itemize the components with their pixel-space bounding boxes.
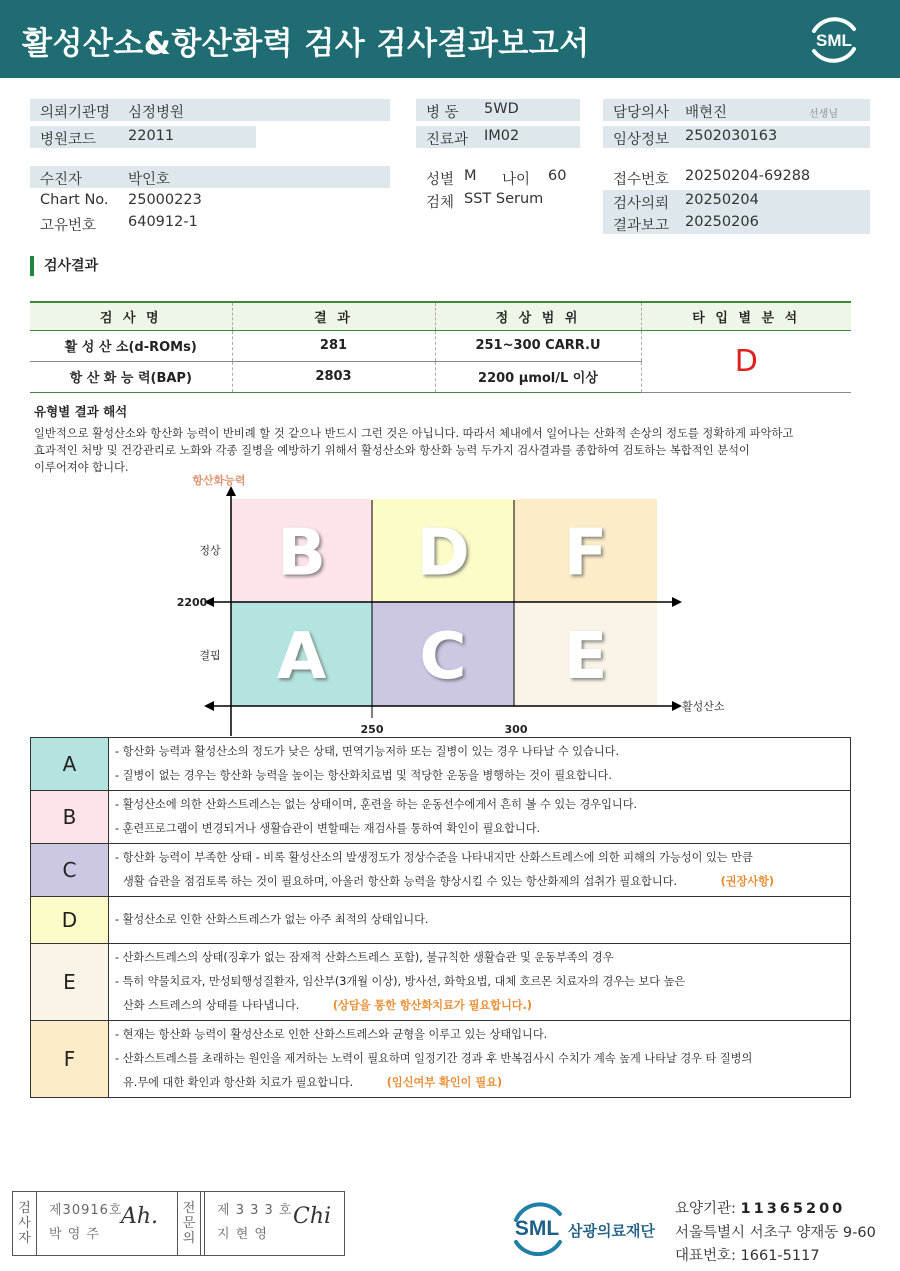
chart-label: Chart No. [40, 192, 109, 208]
x-threshold-label: 300 [504, 723, 528, 736]
report-header [0, 0, 900, 78]
results-section-title: 검사결과 [30, 256, 98, 276]
legend-line [115, 1071, 844, 1095]
legend-row-c [31, 844, 851, 897]
signature-box [12, 1191, 345, 1256]
legend-line-text: 유.무에 대한 확인과 항산화 치료가 필요합니다. [123, 1076, 354, 1089]
legend-row-d [31, 897, 851, 944]
doctor-suffix: 선생님 [809, 109, 838, 120]
clinical-value: 2502030163 [685, 128, 778, 144]
test-name: 활 성 산 소(d-ROMs) [30, 330, 232, 361]
divider [201, 1192, 205, 1255]
legend-desc [109, 844, 851, 897]
age-label: 나이 [502, 172, 531, 188]
quadrant-letter-e: E [563, 620, 608, 694]
quadrant-diagram [170, 466, 750, 738]
footer-logo-text: SML [514, 1217, 560, 1240]
legend-line: - 활성산소에 의한 산화스트레스는 없는 상태이며, 훈련을 하는 운동선수에게서 흔히 볼 수 있는 경우입니다. [115, 798, 638, 811]
y-lower-label: 결핍 [199, 649, 221, 662]
legend-desc [109, 1021, 851, 1098]
footer-code-label: 요양기관: [675, 1201, 736, 1217]
legend-line: - 특히 약물치료자, 만성퇴행성질환자, 임산부(3개월 이상), 방사선, 화학요법, 대체 호르몬 치료자의 경우는 보다 높은 [115, 975, 686, 988]
legend-desc [109, 944, 851, 1021]
legend-letter: E [31, 944, 109, 1021]
patient-label: 수진자 [40, 172, 83, 188]
quadrant-letter-c: C [419, 620, 467, 694]
interpretation-line: 일반적으로 활성산소와 항산화 능력이 반비례 할 것 같으나 반드시 그런 것은 아닙니다. 따라서 체내에서 일어나는 산화적 손상의 정도를 정확하게 파악하고 [34, 427, 794, 440]
legend-row-f [31, 1021, 851, 1098]
legend-line: - 현재는 항산화 능력이 활성산소로 인한 산화스트레스와 균형을 이루고 있는 상태입니다. [115, 1028, 548, 1041]
footer-code: 11365200 [740, 1201, 846, 1217]
specialist-signature: Chi [293, 1204, 332, 1229]
legend-line-text: 산화 스트레스의 상태를 나타냅니다. [123, 999, 300, 1012]
legend-row-a [31, 738, 851, 791]
legend-note: (권장사항) [720, 875, 775, 888]
dept-label: 진료과 [426, 132, 469, 148]
ward-row [416, 99, 580, 121]
test-value: 281 [232, 330, 435, 361]
legend-row-b [31, 791, 851, 844]
legend-letter: F [31, 1021, 109, 1098]
legend-line: - 산화스트레스를 초래하는 원인을 제거하는 노력이 필요하며 일정기간 경과 후 반복검사시 수치가 계속 높게 나타날 경우 타 질병의 [115, 1052, 753, 1065]
examiner-info [49, 1199, 122, 1247]
age-value: 60 [548, 168, 567, 184]
dept-value: IM02 [484, 128, 520, 144]
y-threshold-label: 2200 [176, 596, 208, 609]
legend-desc [109, 897, 851, 944]
sex-age-row [416, 166, 596, 188]
type-legend-table [30, 737, 851, 1098]
quadrant-letter-b: B [277, 516, 326, 591]
legend-row-e [31, 944, 851, 1021]
legend-letter: A [31, 738, 109, 791]
code-value: 22011 [128, 128, 175, 144]
legend-line: - 활성산소로 인한 산화스트레스가 없는 아주 최적의 상태입니다. [115, 913, 429, 926]
legend-letter: C [31, 844, 109, 897]
header-test-name: 검 사 명 [30, 302, 232, 330]
sex-value: M [464, 168, 477, 184]
specimen-label: 검체 [426, 195, 455, 211]
ward-label: 병 동 [426, 105, 459, 121]
interpretation-title: 유형별 결과 해석 [34, 404, 128, 419]
legend-letter: B [31, 791, 109, 844]
header-normal-range: 정 상 범 위 [435, 302, 641, 330]
legend-line: - 산화스트레스의 상태(징후가 없는 잠재적 산화스트레스 포함), 불규칙한 생활습관 및 운동부족의 경우 [115, 951, 614, 964]
clinical-row [603, 126, 870, 148]
request-value: 20250204 [685, 192, 759, 208]
quadrant-letter-f: F [563, 516, 608, 591]
id-value: 640912-1 [128, 214, 198, 230]
table-row [30, 330, 851, 361]
specialist-name: 지 현 영 [217, 1227, 268, 1242]
specialist-license: 제 3 3 3 호 [217, 1203, 293, 1218]
legend-line: - 훈련프로그램이 변경되거나 생활습관이 변할때는 재검사를 통하여 확인이 필요합니다. [115, 822, 541, 835]
dept-row [416, 126, 580, 148]
y-upper-label: 정상 [199, 544, 221, 557]
report-date-row [603, 212, 870, 234]
footer-phone-line [675, 1245, 876, 1269]
receipt-label: 접수번호 [613, 172, 670, 188]
x-threshold-label: 250 [360, 723, 384, 736]
ward-value: 5WD [484, 101, 519, 117]
header-type-analysis: 타 입 별 분 석 [641, 302, 851, 330]
request-label: 검사의뢰 [613, 196, 670, 212]
interpretation-line: 이루어져야 합니다. [34, 461, 129, 474]
test-range: 2200 μmol/L 이상 [435, 361, 641, 392]
doctor-value: 배현진 [685, 105, 728, 121]
legend-line: - 질병이 없는 경우는 항산화 능력을 높이는 항산화치료법 및 적당한 운동을 병행하는 것이 필요합니다. [115, 769, 612, 782]
footer-logo [510, 1200, 660, 1256]
report-date-value: 20250206 [685, 214, 759, 230]
legend-line: - 항산화 능력이 부족한 상태 - 비록 활성산소의 발생정도가 정상수준을 나타내지만 산화스트레스에 의한 피해의 가능성이 있는 만큼 [115, 851, 753, 864]
quadrant-letter-a: A [276, 620, 327, 694]
specialist-label: 전 문 의 [177, 1192, 201, 1255]
report-title: 활성산소&항산화력 검사 검사결과보고서 [22, 26, 590, 62]
id-label: 고유번호 [40, 218, 97, 234]
hospital-value: 심정병원 [128, 105, 185, 121]
receipt-row [603, 166, 870, 188]
footer-phone-label: 대표번호: [675, 1248, 736, 1264]
sml-logo-text: SML [816, 31, 852, 50]
legend-line [115, 994, 844, 1018]
hospital-row [30, 99, 390, 121]
code-label: 병원코드 [40, 132, 97, 148]
specimen-value: SST Serum [464, 191, 544, 207]
test-name: 항 산 화 능 력(BAP) [30, 361, 232, 392]
footer-code-line [675, 1198, 876, 1222]
chart-value: 25000223 [128, 192, 202, 208]
footer-address: 서울특별시 서초구 양재동 9-60 [675, 1224, 876, 1241]
sex-label: 성별 [426, 172, 455, 188]
doctor-row [603, 99, 870, 121]
legend-desc [109, 791, 851, 844]
results-header-row [30, 302, 851, 330]
legend-note: (임신여부 확인이 필요) [386, 1076, 503, 1089]
specialist-info [217, 1199, 292, 1247]
patient-row [30, 166, 390, 188]
y-axis-label: 항산화능력 [192, 474, 246, 487]
test-range: 251~300 CARR.U [435, 330, 641, 361]
patient-value: 박인호 [128, 172, 171, 188]
examiner-name: 박 영 주 [49, 1227, 100, 1242]
request-row [603, 190, 870, 212]
chart-row [30, 190, 390, 212]
footer-org-name: 삼광의료재단 [568, 1222, 655, 1240]
interpretation-line: 효과적인 처방 및 건강관리로 노화와 각종 질병을 예방하기 위해서 활성산소와 항산화 능력 두가지 검사결과를 종합하여 검토하는 복합적인 분석이 [34, 444, 750, 457]
header-result: 결 과 [232, 302, 435, 330]
legend-letter: D [31, 897, 109, 944]
id-row [30, 212, 390, 234]
legend-line-text: 생활 습관을 점검토록 하는 것이 필요하며, 아울러 항산화 능력을 향상시킬 수 있는 항산화제의 섭취가 필요합니다. [123, 875, 678, 888]
examiner-license: 제30916호 [49, 1203, 123, 1218]
clinical-label: 임상정보 [613, 132, 670, 148]
legend-line [115, 870, 844, 894]
legend-line: - 항산화 능력과 활성산소의 정도가 낮은 상태, 면역기능저하 또는 질병이 있는 경우 나타날 수 있습니다. [115, 745, 620, 758]
code-row [30, 126, 256, 148]
type-result: D [641, 330, 851, 392]
doctor-label: 담당의사 [613, 105, 670, 121]
receipt-value: 20250204-69288 [685, 168, 811, 184]
results-table [30, 301, 851, 393]
examiner-signature: Ah. [121, 1204, 159, 1229]
legend-note: (상담을 통한 항산화치료가 필요합니다.) [332, 999, 532, 1012]
examiner-label: 검 사 자 [13, 1192, 37, 1255]
sml-logo [804, 13, 864, 65]
specimen-row [416, 189, 596, 211]
test-value: 2803 [232, 361, 435, 392]
hospital-label: 의뢰기관명 [40, 105, 111, 121]
logo-arc-bottom [516, 1242, 560, 1254]
quadrant-letter-d: D [416, 516, 470, 591]
legend-desc [109, 738, 851, 791]
report-date-label: 결과보고 [613, 218, 670, 234]
footer-info [675, 1198, 876, 1269]
x-axis-label: 활성산소 [682, 700, 725, 713]
footer-phone: 1661-5117 [740, 1248, 820, 1264]
